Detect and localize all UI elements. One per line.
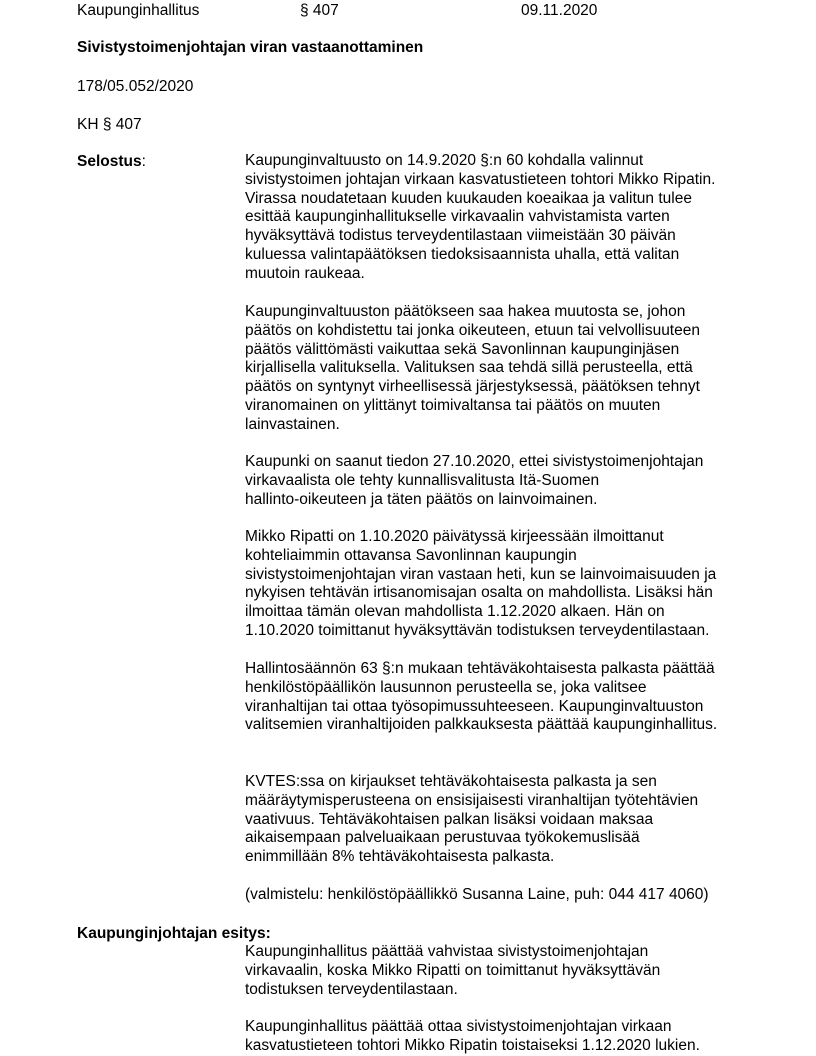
paragraph-line: Kaupunginvaltuuston päätökseen saa hakea muutosta se, johon [245,303,686,320]
paragraph-line: viranomainen on ylittänyt toimivaltansa tai päätös on muuten [245,396,661,414]
paragraph-line: päätös on kohdistettu tai jonka oikeuteen, etuun tai velvollisuuteen [245,321,700,339]
paragraph-line: muutoin raukeaa. [245,264,365,282]
esitys-paragraph-1 [245,943,745,999]
paragraph-line: todistuksen terveydentilastaan. [245,980,458,998]
paragraph-line: KVTES:ssa on kirjaukset tehtäväkohtaisesta palkasta ja sen [245,773,657,790]
paragraph-line: nykyisen tehtävän irtisanomisajan osalta on mahdollista. Lisäksi hän [245,584,713,602]
paragraph-line: enimmillään 8% tehtäväkohtaisesta palkasta. [245,848,555,866]
selostus-paragraph-4 [245,528,745,641]
paragraph-line: kohteliaimmin ottavansa Savonlinnan kaupungin [245,546,577,564]
paragraph-line: aikaisempaan palveluaikaan perustuvaa työkokemuslisää [245,829,640,847]
paragraph-line: lainvastainen. [245,415,340,433]
header-body-name: Kaupunginhallitus [77,2,200,19]
paragraph-line: päätös välittömästi vaikuttaa sekä Savonlinnan kaupunginjäsen [245,340,680,358]
selostus-paragraph-5 [245,660,745,735]
paragraph-line: Kaupunginhallitus päättää vahvistaa sivistystoimenjohtajan [245,943,649,960]
paragraph-line: määräytymisperusteena on ensisijaisesti viranhaltijan työtehtävien [245,791,699,809]
selostus-paragraph-6 [245,773,745,867]
paragraph-line: kuluessa valintapäätöksen tiedoksisaannista uhalla, että valitan [245,245,680,263]
selostus-label-colon: : [141,153,146,170]
record-number: 178/05.052/2020 [77,78,194,95]
paragraph-line: virkavaalin, koska Mikko Ripatti on toimittanut hyväksyttävän [245,961,661,979]
esitys-paragraph-2 [245,1018,745,1056]
paragraph-line: Hallintosäännön 63 §:n mukaan tehtäväkohtaisesta palkasta päättää [245,660,715,677]
selostus-label: Selostus [77,153,142,170]
preparer-note [245,886,745,905]
paragraph-line: sivistystoimenjohtajan viran vastaan heti, kun se lainvoimaisuuden ja [245,565,717,583]
paragraph-line: päätös on syntynyt virheellisessä järjestyksessä, päätöksen tehnyt [245,378,700,396]
paragraph-line: viranhaltijan tai ottaa työsopimussuhteeseen. Kaupunginvaltuuston [245,697,704,715]
paragraph-line: ilmoittaa tämän olevan mahdollista 1.12.2020 alkaen. Hän on [245,603,665,621]
paragraph-line: Kaupunginhallitus päättää ottaa sivistystoimenjohtajan virkaan [245,1018,672,1035]
header-section-number: § 407 [300,2,339,19]
paragraph-line: Kaupunki on saanut tiedon 27.10.2020, ettei sivistystoimenjohtajan [245,453,704,470]
selostus-paragraph-1 [245,152,745,284]
paragraph-line: Kaupunginvaltuusto on 14.9.2020 §:n 60 kohdalla valinnut [245,152,644,169]
paragraph-line: esittää kaupunginhallitukselle virkavaalin vahvistamista varten [245,208,670,226]
paragraph-line: Mikko Ripatti on 1.10.2020 päivätyssä kirjeessään ilmoittanut [245,528,664,545]
paragraph-line: virkavaalista ole tehty kunnallisvalitusta Itä-Suomen [245,471,600,489]
document-title: Sivistystoimenjohtajan viran vastaanottaminen [77,39,424,56]
esitys-label: Kaupunginjohtajan esitys: [77,925,271,942]
paragraph-line: sivistystoimen johtajan virkaan kasvatustieteen tohtori Mikko Ripatin. [245,170,716,188]
selostus-label-group [77,152,146,171]
paragraph-line: vaativuus. Tehtäväkohtaisen palkan lisäksi voidaan maksaa [245,810,654,828]
paragraph-line: Virassa noudatetaan kuuden kuukauden koeaikaa ja valitun tulee [245,189,692,207]
paragraph-line: kirjallisella valituksella. Valituksen saa tehdä sillä perusteella, että [245,359,693,377]
paragraph-line: 1.10.2020 toimittanut hyväksyttävän todistuksen terveydentilastaan. [245,621,710,639]
paragraph-line: hallinto-oikeuteen ja täten päätös on lainvoimainen. [245,490,598,508]
paragraph-line: hyväksyttävä todistus terveydentilastaan viimeistään 30 päivän [245,227,676,245]
paragraph-line: (valmistelu: henkilöstöpäällikkö Susanna Laine, puh: 044 417 4060) [245,886,709,903]
paragraph-line: kasvatustieteen tohtori Mikko Ripatin toistaiseksi 1.12.2020 lukien. [245,1036,700,1054]
section-reference: KH § 407 [77,116,142,133]
paragraph-line: henkilöstöpäällikön lausunnon perusteella se, joka valitsee [245,678,647,696]
header-date: 09.11.2020 [521,2,598,19]
selostus-paragraph-3 [245,453,745,509]
paragraph-line: valitsemien viranhaltijoiden palkkauksesta päättää kaupunginhallitus. [245,716,718,734]
selostus-paragraph-2 [245,303,745,435]
